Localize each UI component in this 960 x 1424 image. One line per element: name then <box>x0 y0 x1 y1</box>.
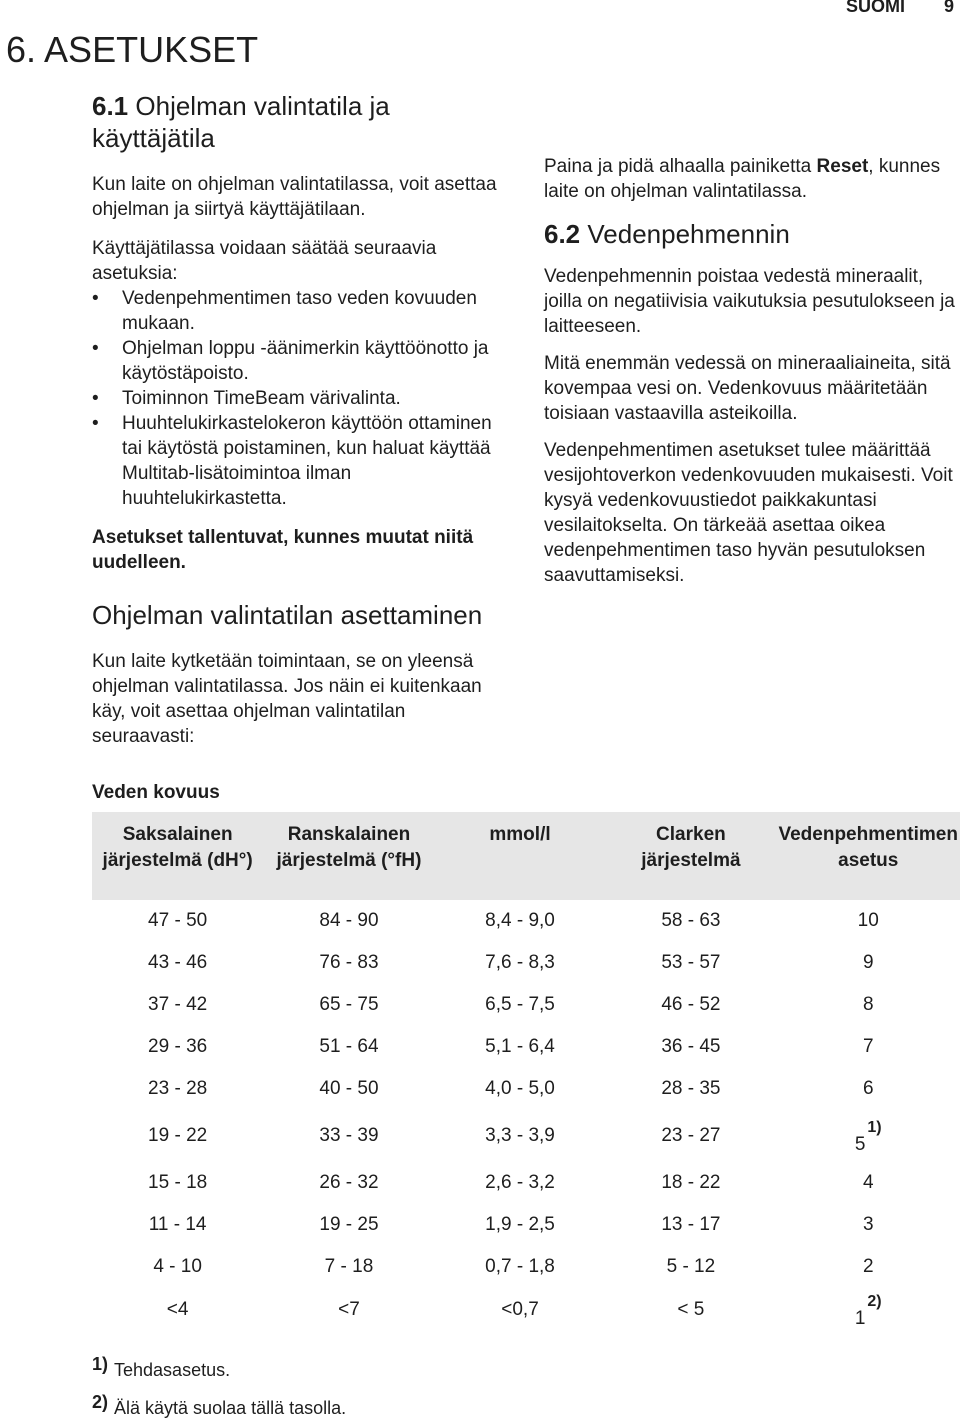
table-row <box>92 1068 960 1110</box>
table-cell-dh: 4 - 10 <box>153 1256 202 1277</box>
table-row <box>92 1246 960 1288</box>
section-6-2-heading <box>544 218 960 250</box>
table-cell-mmol: 8,4 - 9,0 <box>485 910 555 931</box>
table-cell-dh: 47 - 50 <box>148 910 208 931</box>
table-cell-mmol: 1,9 - 2,5 <box>485 1214 555 1235</box>
section-intro: Kun laite on ohjelman valintatilassa, voit asettaa ohjelman ja siirtyä käyttäjätilaan. <box>92 174 497 220</box>
footnote <box>92 1348 346 1386</box>
reset-button-label: Reset <box>816 156 869 177</box>
softener-para-1: Vedenpehmennin poistaa vedestä mineraalit, joilla on negatiivisia vaikutuksia pesutulokseen ja laitteeseen. <box>544 266 955 337</box>
table-cell-fh: <7 <box>338 1299 360 1320</box>
table-row <box>92 1026 960 1068</box>
reset-text-before: Paina ja pidä alhaalla painiketta <box>544 156 817 177</box>
table-cell-fh: 40 - 50 <box>319 1078 379 1099</box>
table-caption: Veden kovuus <box>92 782 220 803</box>
table-cell-fh: 76 - 83 <box>319 952 379 973</box>
softener-para-3: Vedenpehmentimen asetukset tulee määrittää vesijohtoverkon vedenkovuuden mukaisesti. Voit kysyä vedenkovuustiedot paikkakuntasi vesilaitokselta. On tärkeää asettaa oikea vedenpehmentimen taso hyvän pesutuloksen saavuttamiseksi. <box>544 440 953 586</box>
table-row <box>92 1110 960 1162</box>
table-cell-level: 3 <box>862 1214 874 1235</box>
table-cell-mmol: 7,6 - 8,3 <box>485 952 555 973</box>
table-cell-dh: 43 - 46 <box>148 952 208 973</box>
footnote-mark: 1) <box>92 1354 109 1374</box>
table-cell-fh: 19 - 25 <box>319 1214 379 1235</box>
footnote-ref: 2) <box>867 1292 882 1310</box>
table-cell-clarke: 46 - 52 <box>661 994 721 1015</box>
header-german: Saksalainen järjestelmä (dH°) <box>92 812 263 900</box>
header-french: Ranskalainen järjestelmä (°fH) <box>263 812 434 900</box>
page-number: 9 <box>944 0 955 16</box>
table-cell-clarke: < 5 <box>677 1299 705 1320</box>
list-item: • Huuhtelukirkastelokeron käyttöön ottaminen tai käytöstä poistaminen, kun haluat käyttää Multitab-lisätoimintoa ilman huuhtelukirkastetta. <box>92 411 512 511</box>
right-column <box>544 92 960 588</box>
table-cell-mmol: 5,1 - 6,4 <box>485 1036 555 1057</box>
table-cell-dh: 37 - 42 <box>148 994 208 1015</box>
table-cell-dh: <4 <box>166 1299 189 1320</box>
table-cell-dh: 11 - 14 <box>148 1214 207 1235</box>
table-cell-level: 2 <box>862 1256 874 1277</box>
list-item: • Vedenpehmentimen taso veden kovuuden mukaan. <box>92 286 512 336</box>
table-row <box>92 900 960 942</box>
table-cell-level <box>776 1110 960 1162</box>
table-cell-clarke: 5 - 12 <box>666 1256 716 1277</box>
table-cell-clarke: 53 - 57 <box>661 952 721 973</box>
table-cell-level: 10 <box>857 910 879 931</box>
table-cell-dh: 15 - 18 <box>148 1172 208 1193</box>
footnote-text: Älä käytä suolaa tällä tasolla. <box>114 1398 347 1418</box>
list-item: • Toiminnon TimeBeam värivalinta. <box>92 386 512 411</box>
section-number: 6.1 <box>92 91 129 121</box>
reset-instruction <box>544 154 960 204</box>
footnote <box>92 1386 346 1424</box>
table-cell-fh: 33 - 39 <box>319 1125 379 1146</box>
settings-list <box>92 286 512 511</box>
left-column <box>92 90 512 749</box>
table-row <box>92 942 960 984</box>
table-cell-mmol: 2,6 - 3,2 <box>485 1172 555 1193</box>
table-row <box>92 1162 960 1204</box>
table-row <box>92 984 960 1026</box>
table-cell-level: 9 <box>862 952 874 973</box>
table-cell-dh: 29 - 36 <box>148 1036 208 1057</box>
table-cell-clarke: 28 - 35 <box>661 1078 721 1099</box>
footnote-ref: 1) <box>867 1118 882 1136</box>
reset-text-after: , kunnes laite on ohjelman valintatilassa. <box>544 156 941 202</box>
table-cell-fh: 51 - 64 <box>319 1036 379 1057</box>
table-cell-clarke: 23 - 27 <box>661 1125 721 1146</box>
table-cell-clarke: 36 - 45 <box>661 1036 721 1057</box>
table-row <box>92 1204 960 1246</box>
table-row <box>92 1288 960 1332</box>
table-cell-level: 4 <box>862 1172 874 1193</box>
header-level: Vedenpehmentimen asetus <box>776 812 960 900</box>
table-body <box>92 900 960 1332</box>
table-cell-dh: 19 - 22 <box>148 1125 208 1146</box>
table-cell-fh: 84 - 90 <box>319 910 379 931</box>
table-cell-level: 6 <box>862 1078 874 1099</box>
softener-para-2: Mitä enemmän vedessä on mineraaliaineita, sitä kovempaa vesi on. Vedenkovuus määritetään toisiaan vastaavilla asteikoilla. <box>544 353 951 424</box>
table-cell-mmol: 4,0 - 5,0 <box>485 1078 555 1099</box>
table-cell-fh: 26 - 32 <box>319 1172 379 1193</box>
list-item: • Ohjelman loppu -äänimerkin käyttöönotto ja käytöstäpoisto. <box>92 336 512 386</box>
table-cell-clarke: 13 - 17 <box>661 1214 721 1235</box>
chapter-title: 6. ASETUKSET <box>6 29 259 70</box>
table-cell-level: 7 <box>862 1036 874 1057</box>
table-cell-dh: 23 - 28 <box>148 1078 208 1099</box>
table-cell-mmol: 3,3 - 3,9 <box>485 1125 555 1146</box>
header-clarke: Clarken järjestelmä <box>605 812 776 900</box>
header-mmol: mmol/l <box>435 812 606 900</box>
table-cell-mmol: <0,7 <box>501 1299 539 1320</box>
footnotes <box>92 1348 346 1424</box>
table-cell-clarke: 58 - 63 <box>661 910 721 931</box>
settings-list-intro: Käyttäjätilassa voidaan säätää seuraavia asetuksia: <box>92 238 437 284</box>
level-value: 1 <box>854 1307 866 1329</box>
section-title: Ohjelman valintatila ja käyttäjätila <box>92 91 390 153</box>
level-value: 5 <box>854 1133 866 1155</box>
footnote-mark: 2) <box>92 1392 109 1412</box>
section-6-1-heading <box>92 90 512 154</box>
table-cell-level: 8 <box>862 994 874 1015</box>
table-cell-mmol: 0,7 - 1,8 <box>485 1256 555 1277</box>
header-language: SUOMI <box>846 0 906 16</box>
table-cell-level <box>776 1288 960 1332</box>
settings-note: Asetukset tallentuvat, kunnes muutat niitä uudelleen. <box>92 527 474 573</box>
footnote-text: Tehdasasetus. <box>114 1360 231 1380</box>
table-header-row <box>92 812 960 900</box>
section-number: 6.2 <box>544 219 581 249</box>
section-title: Vedenpehmennin <box>587 219 790 249</box>
subsection-heading: Ohjelman valintatilan asettaminen <box>92 600 483 630</box>
table-cell-mmol: 6,5 - 7,5 <box>485 994 555 1015</box>
table-cell-fh: 7 - 18 <box>324 1256 374 1277</box>
subsection-para: Kun laite kytketään toimintaan, se on yleensä ohjelman valintatilassa. Jos näin ei kuitenkaan käy, voit asettaa ohjelman valintatilan seuraavasti: <box>92 651 482 747</box>
water-hardness-table <box>92 812 960 1332</box>
table-cell-fh: 65 - 75 <box>319 994 379 1015</box>
table-cell-clarke: 18 - 22 <box>661 1172 721 1193</box>
